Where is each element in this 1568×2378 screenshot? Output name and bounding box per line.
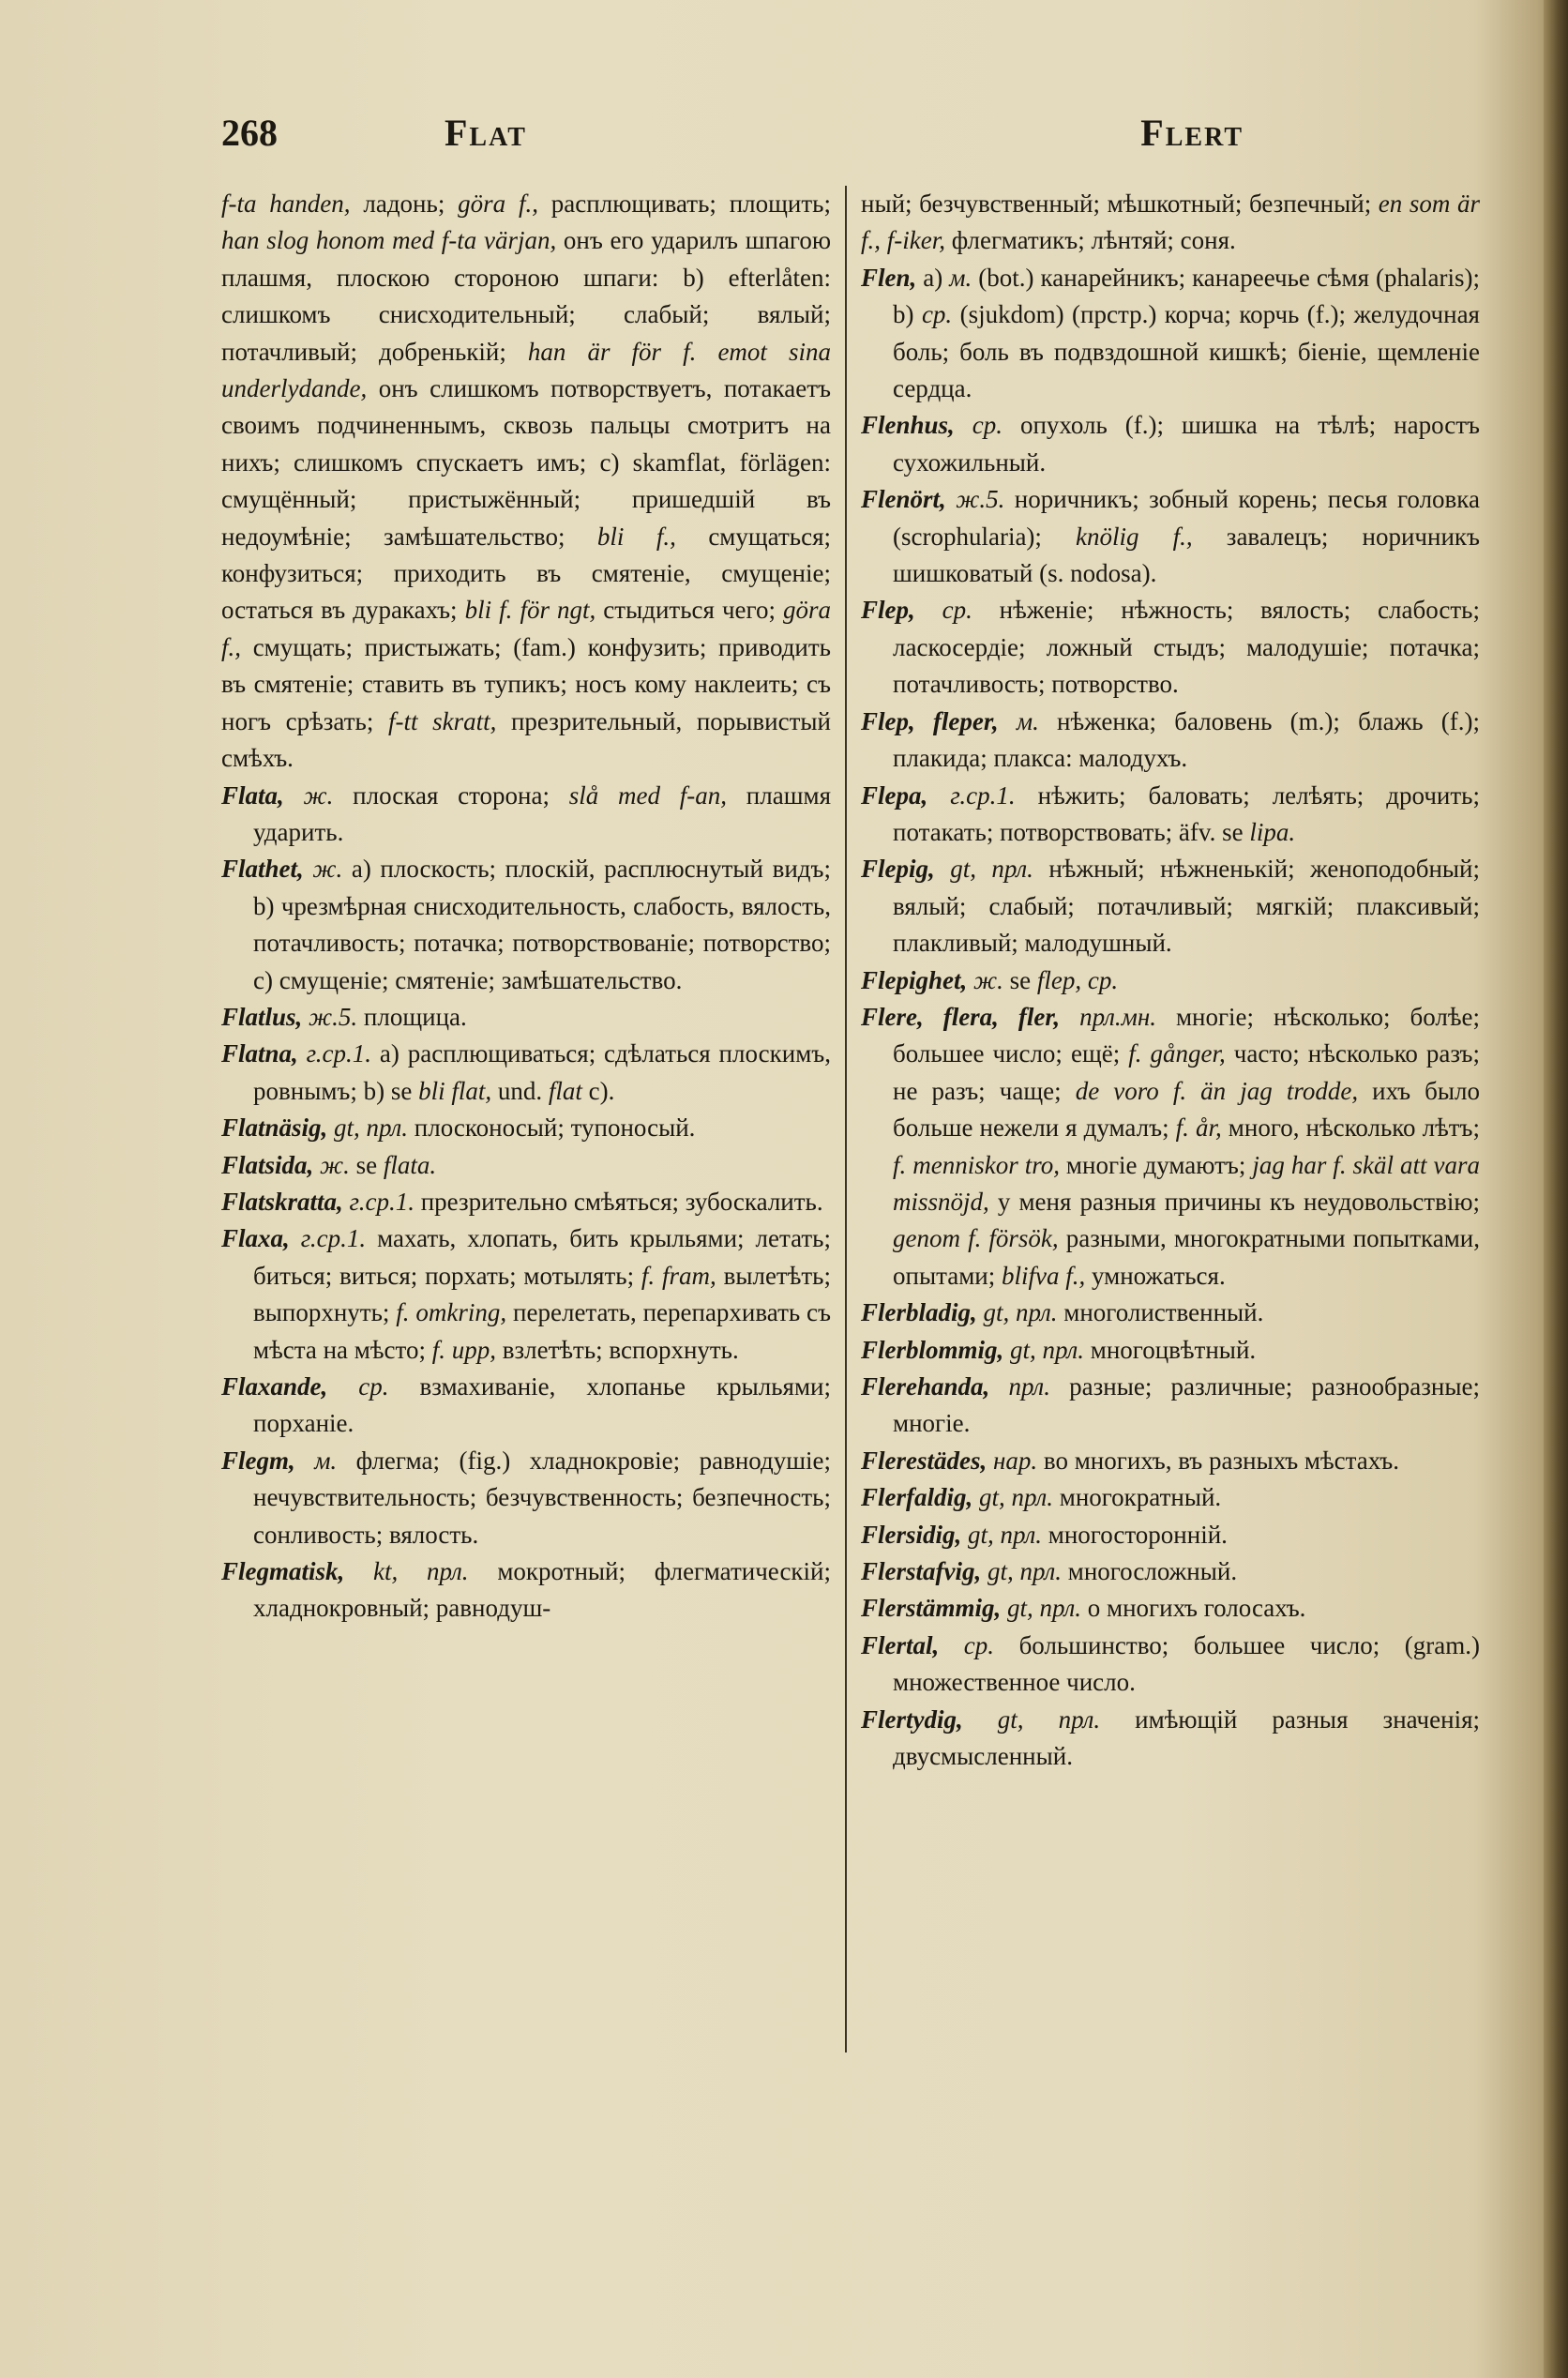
swedish-example: f-ta handen, — [221, 189, 351, 218]
dictionary-entry — [861, 999, 1480, 1295]
dictionary-entry — [861, 778, 1480, 852]
dictionary-entry — [861, 704, 1480, 778]
entry-headword: Flegm, — [221, 1446, 295, 1475]
swedish-example: f-tt skratt, — [387, 706, 497, 735]
entry-headword: Flepighet, — [861, 965, 968, 994]
translation-text: норичникъ; зобный корень; песья головка (scrophularia); — [893, 485, 1480, 551]
translation-text: умножаться. — [1085, 1261, 1226, 1290]
translation-text: взмахиваніе, хлопанье крыльями; порханіе. — [253, 1372, 831, 1438]
dictionary-entry — [221, 851, 831, 999]
translation-text: завалецъ; норичникъ шишковатый (s. nodosa). — [893, 522, 1480, 588]
translation-text: часто; нѣсколько разъ; не разъ; чаще; — [893, 1039, 1480, 1105]
grammar-label: gt, прл. — [327, 1113, 409, 1143]
translation-text: многосторонній. — [1042, 1520, 1228, 1549]
translation-text: плашмя ударить. — [253, 780, 831, 846]
grammar-label: г.ср.1. — [297, 1039, 372, 1068]
dictionary-entry — [221, 1443, 831, 1553]
dictionary-entry — [861, 592, 1480, 703]
dictionary-entry — [861, 260, 1480, 408]
translation-text: у меня разныя причины къ неудовольствію; — [988, 1187, 1480, 1216]
grammar-label: kt, прл. — [344, 1557, 469, 1586]
entry-headword: Flerblommig, — [861, 1335, 1004, 1364]
swedish-example: han är för f. emot sina underlydande, — [221, 337, 832, 403]
grammar-label: м. — [949, 263, 972, 292]
grammar-label: прл. — [989, 1372, 1050, 1401]
grammar-label: gt, прл. — [976, 1298, 1058, 1327]
grammar-label: gt, прл. — [962, 1704, 1101, 1734]
grammar-label: ж. — [303, 855, 343, 884]
dictionary-entry — [861, 1332, 1480, 1369]
translation-text: стыдиться чего; — [596, 596, 783, 625]
translation-text: нѣженка; баловень (m.); блажь (f.); плакида; плакса: малодухъ. — [893, 706, 1480, 773]
entry-headword: Flersidig, — [861, 1520, 962, 1549]
translation-text: a) — [916, 263, 950, 292]
entry-headword: Flepig, — [861, 855, 935, 884]
swedish-example: slå med f-an, — [568, 780, 728, 810]
translation-text: c). — [581, 1076, 615, 1105]
translation-text: расплющивать; площить; — [537, 189, 831, 218]
translation-text: многократный. — [1053, 1483, 1222, 1512]
grammar-label: gt, прл. — [961, 1520, 1043, 1549]
translation-text: (sjukdom) (прстр.) корча; корчь (f.); желудочная боль; боль въ подвздошной кишкѣ; біеніе, щемленіе сердца. — [893, 300, 1480, 403]
grammar-label: г.ср.1. — [927, 780, 1016, 810]
translation-text: много, нѣсколько лѣтъ; — [1221, 1113, 1480, 1143]
dictionary-entry — [221, 1553, 831, 1628]
swedish-example: lipa. — [1249, 817, 1296, 846]
grammar-label: ж. — [967, 965, 1003, 994]
entry-headword: Flathet, — [221, 855, 304, 884]
translation-text: онъ слишкомъ потворствуетъ, потакаетъ своимъ подчиненнымъ, сквозь пальцы смотритъ на нихъ; слишкомъ спускаетъ имъ; c) skamflat, förlägen: смущённый; пристыжённый; пришедшій въ недоумѣніе; замѣшательство; — [221, 374, 831, 551]
translation-text: нѣжить; баловать; лелѣять; дрочить; потакать; потворствовать; äfv. se — [893, 780, 1480, 846]
left-column — [221, 186, 831, 1628]
translation-text: многосложный. — [1062, 1557, 1238, 1586]
dictionary-entry — [861, 1702, 1480, 1776]
entry-headword: Flatnäsig, — [221, 1113, 328, 1143]
entry-headword: Flerfaldig, — [861, 1483, 973, 1512]
swedish-example: f. år, — [1175, 1113, 1222, 1143]
entry-headword: Flerehanda, — [861, 1372, 990, 1401]
entry-headword: Flen, — [861, 263, 917, 292]
entry-headword: Flata, — [221, 780, 284, 810]
translation-text: многоцвѣтный. — [1084, 1335, 1257, 1364]
swedish-example: blifva f., — [1002, 1261, 1086, 1290]
translation-text: опухоль (f.); шишка на тѣлѣ; наростъ сухожильный. — [893, 411, 1480, 477]
dictionary-entry — [221, 1369, 831, 1443]
entry-headword: Flep, fleper, — [861, 706, 999, 735]
entry-headword: Flatlus, — [221, 1002, 303, 1031]
translation-text: презрительный, порывистый смѣхъ. — [221, 706, 831, 773]
swedish-example: bli f., — [596, 522, 676, 551]
dictionary-entry — [861, 1628, 1480, 1702]
grammar-label: г.ср.1. — [289, 1224, 367, 1253]
dictionary-entry — [221, 1110, 831, 1146]
entry-headword: Flep, — [861, 596, 915, 625]
page-number: 268 — [221, 112, 278, 154]
swedish-example: han slog honom med f-ta värjan, — [221, 226, 557, 255]
dictionary-entry — [861, 1517, 1480, 1553]
grammar-label: г.ср.1. — [342, 1187, 415, 1216]
swedish-example: f. omkring, — [396, 1298, 507, 1327]
dictionary-entry — [221, 1184, 831, 1220]
entry-headword: Flatna, — [221, 1039, 298, 1068]
translation-text: взлетѣть; вспорхнуть. — [495, 1335, 739, 1364]
translation-text: ихъ было больше нежели я думалъ; — [893, 1076, 1480, 1143]
entry-headword: Flegmatisk, — [221, 1557, 345, 1586]
dictionary-entry — [861, 1553, 1480, 1590]
entry-headword: Flatsida, — [221, 1150, 314, 1179]
translation-text: о многихъ голосахъ. — [1081, 1594, 1306, 1623]
swedish-example: genom f. försök, — [893, 1224, 1059, 1253]
dictionary-entry — [221, 778, 831, 852]
grammar-label: м. — [998, 706, 1039, 735]
translation-text: ладонь; — [350, 189, 459, 218]
entry-headword: Flertydig, — [861, 1704, 963, 1734]
entry-headword: Flertal, — [861, 1630, 940, 1659]
column-divider — [845, 186, 847, 2052]
dictionary-entry — [861, 1590, 1480, 1627]
page-header — [221, 111, 1244, 167]
translation-text: вылетѣть; выпорхнуть; — [253, 1261, 831, 1327]
translation-text: ный; безчувственный; мѣшкотный; безпечный; — [861, 189, 1379, 218]
grammar-label: ж. — [283, 780, 334, 810]
grammar-label: ср. — [327, 1372, 389, 1401]
translation-text: многіе; нѣсколько; болѣе; большее число; ещё; — [893, 1002, 1480, 1068]
entry-headword: Flaxande, — [221, 1372, 328, 1401]
swedish-example: f. upp, — [431, 1335, 496, 1364]
translation-text: флегматикъ; лѣнтяй; соня. — [944, 226, 1236, 255]
dictionary-entry — [861, 962, 1480, 999]
grammar-label: ж. — [313, 1150, 350, 1179]
grammar-label: gt, прл. — [981, 1557, 1062, 1586]
dictionary-entry — [861, 851, 1480, 962]
grammar-label: прл.мн. — [1060, 1002, 1156, 1031]
dictionary-entry — [221, 1220, 831, 1369]
dictionary-entry — [861, 1295, 1480, 1331]
book-spine-edge — [1544, 0, 1568, 2378]
grammar-label: gt, прл. — [972, 1483, 1053, 1512]
dictionary-entry — [861, 481, 1480, 592]
grammar-label: ср. — [914, 596, 972, 625]
dictionary-entry — [861, 1479, 1480, 1516]
translation-text: смущаться; конфузиться; приходить въ смятеніе, смущеніе; остаться въ дуракахъ; — [221, 522, 831, 625]
entry-headword: Flerestädes, — [861, 1446, 988, 1475]
swedish-example: bli f. för ngt, — [464, 596, 596, 625]
running-headword-left: Flat — [445, 112, 527, 154]
grammar-label: м. — [294, 1446, 338, 1475]
dictionary-entry — [861, 1369, 1480, 1443]
entry-headword: Flepa, — [861, 780, 928, 810]
entry-headword: Flenhus, — [861, 411, 955, 440]
grammar-label: ср. — [921, 300, 953, 329]
grammar-label: gt, прл. — [934, 855, 1033, 884]
dictionary-entry — [221, 1147, 831, 1184]
swedish-example: de voro f. än jag trodde, — [1075, 1076, 1359, 1105]
translation-text: имѣющій разныя значенія; двусмысленный. — [893, 1704, 1480, 1771]
translation-text: нѣженіе; нѣжность; вялость; слабость; ласкосердіе; ложный стыдъ; малодушіе; потачка; потачливость; потворство. — [893, 596, 1480, 699]
translation-text: презрительно смѣяться; зубоскалить. — [414, 1187, 823, 1216]
right-column — [861, 186, 1480, 1775]
grammar-label: gt, прл. — [1003, 1335, 1085, 1364]
entry-headword: Flerstafvig, — [861, 1557, 982, 1586]
entry-headword: Flerbladig, — [861, 1298, 977, 1327]
translation-text: перелетать, перепархивать съ мѣста на мѣсто; — [253, 1298, 832, 1364]
swedish-example: göra f., — [458, 189, 538, 218]
grammar-label: ж.5. — [302, 1002, 358, 1031]
dictionary-entry — [861, 1443, 1480, 1479]
grammar-label: ср. — [939, 1630, 995, 1659]
swedish-example: bli flat, — [418, 1076, 492, 1105]
translation-text: se — [1003, 965, 1037, 994]
running-headword-right: Flert — [1140, 112, 1244, 154]
swedish-example: f. menniskor tro, — [893, 1150, 1060, 1179]
translation-text: плосконосый; тупоносый. — [408, 1113, 696, 1143]
entry-headword: Flerstämmig, — [861, 1594, 1002, 1623]
swedish-example: knölig f., — [1076, 522, 1193, 551]
translation-text: нѣжный; нѣжненькій; женоподобный; вялый; слабый; потачливый; мягкій; плаксивый; плакливый; малодушный. — [893, 855, 1480, 958]
translation-text: a) плоскость; плоскій, расплюснутый видъ; b) чрезмѣрная снисходительность, слабость, вялость, потачливость; потачка; потворствованіе; потворство; c) смущеніе; смятеніе; замѣшательство. — [253, 855, 831, 994]
entry-headword: Flenört, — [861, 485, 946, 514]
translation-text: во многихъ, въ разныхъ мѣстахъ. — [1037, 1446, 1399, 1475]
swedish-example: f. gånger, — [1128, 1039, 1226, 1068]
dictionary-entry-continuation — [861, 186, 1480, 260]
translation-text: a) расплющиваться; сдѣлаться плоскимъ, ровнымъ; b) se — [253, 1039, 831, 1105]
swedish-example: jag har f. skäl att vara missnöjd, — [893, 1150, 1480, 1216]
translation-text: плоская сторона; — [333, 780, 569, 810]
entry-headword: Flatskratta, — [221, 1187, 343, 1216]
swedish-example: flat — [548, 1076, 582, 1105]
swedish-example: f. fram, — [641, 1261, 716, 1290]
translation-text: онъ его ударилъ шпагою плашмя, плоскою стороною шпаги: b) efterlåten: слишкомъ снисходительный; слабый; вялый; потачливый; добренькій; — [221, 226, 832, 366]
translation-text: флегма; (fig.) хладнокровіе; равнодушіе; нечувствительность; безчувственность; безпечность; сонливость; вялость. — [253, 1446, 832, 1549]
swedish-example: flep, ср. — [1036, 965, 1119, 994]
translation-text: разными, многократными попытками, опытами; — [893, 1224, 1481, 1290]
grammar-label: нар. — [987, 1446, 1038, 1475]
dictionary-entry — [221, 999, 831, 1036]
translation-text: многіе думаютъ; — [1059, 1150, 1253, 1179]
translation-text: разные; различные; разнообразные; многіе. — [893, 1372, 1480, 1438]
translation-text: площица. — [357, 1002, 467, 1031]
swedish-example: göra f., — [221, 596, 832, 661]
translation-text: und. — [491, 1076, 549, 1105]
translation-text: смущать; пристыжать; (fam.) конфузить; приводить въ смятеніе; ставить въ тупикъ; носъ кому наклеить; съ ногъ срѣзать; — [221, 632, 831, 735]
grammar-label: gt, прл. — [1001, 1594, 1082, 1623]
swedish-example: flata. — [383, 1150, 437, 1179]
swedish-example: en som är f., f-iker, — [861, 189, 1480, 255]
grammar-label: ж.5. — [945, 485, 1005, 514]
translation-text: большинство; большее число; (gram.) множественное число. — [893, 1630, 1480, 1697]
translation-text: se — [349, 1150, 384, 1179]
grammar-label: ср. — [954, 411, 1003, 440]
entry-headword: Flere, flera, fler, — [861, 1002, 1061, 1031]
translation-text: многолиственный. — [1057, 1298, 1264, 1327]
dictionary-entry — [221, 1036, 831, 1110]
dictionary-entry-continuation — [221, 186, 831, 778]
translation-text: мокротный; флегматическій; хладнокровный; равнодуш- — [253, 1557, 831, 1623]
translation-text: махать, хлопать, бить крыльями; летать; биться; виться; порхать; мотылять; — [253, 1224, 831, 1290]
dictionary-entry — [861, 407, 1480, 481]
translation-text: (bot.) канарейникъ; канареечье сѣмя (phalaris); b) — [893, 263, 1481, 329]
entry-headword: Flaxa, — [221, 1224, 290, 1253]
